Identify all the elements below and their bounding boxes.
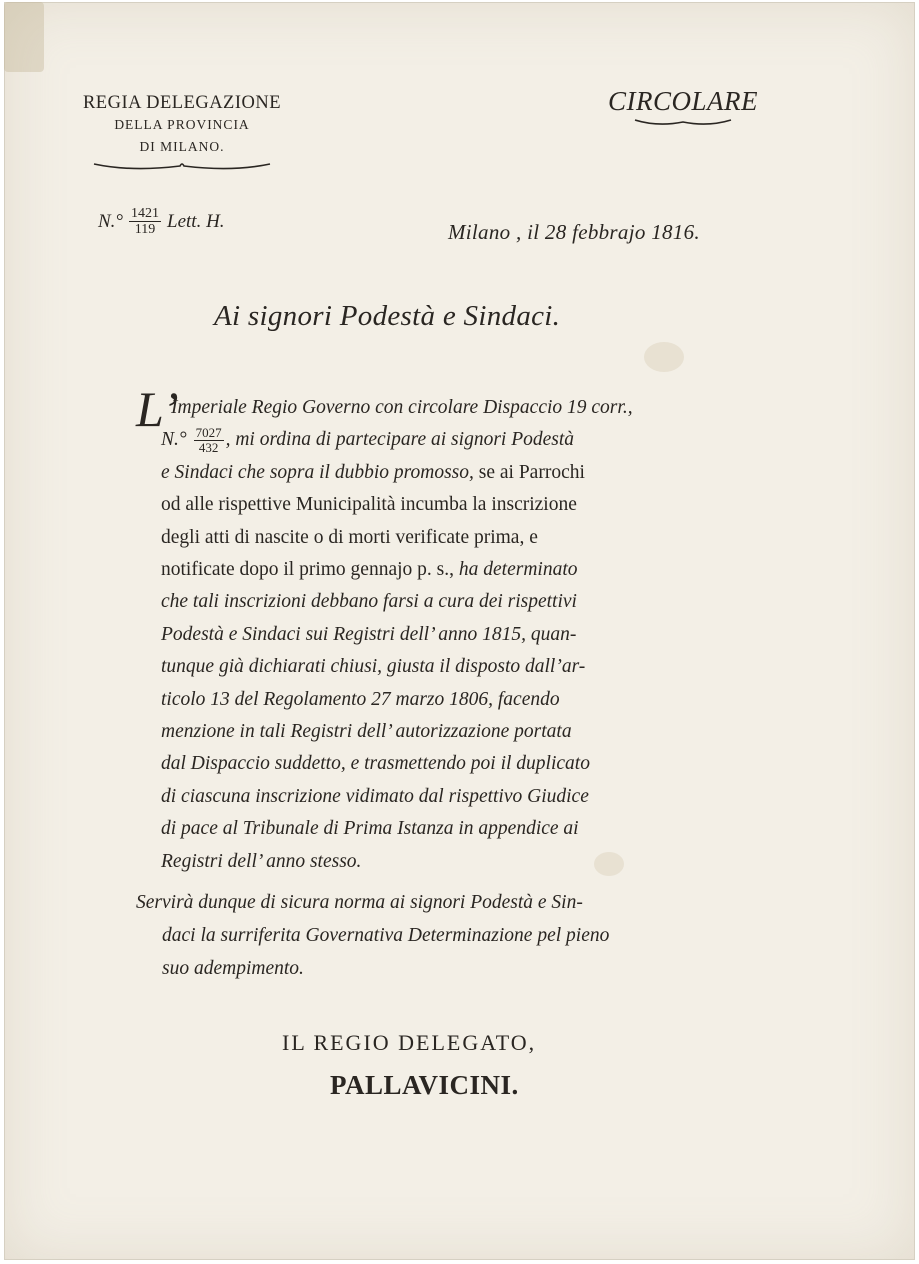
- body-line: di pace al Tribunale di Prima Istanza in appendice ai: [161, 818, 579, 840]
- office-line-1: REGIA DELEGAZIONE: [82, 93, 282, 113]
- body-line: od alle rispettive Municipalità incumba la inscrizione: [161, 494, 577, 516]
- flourish-ornament: [92, 160, 272, 172]
- issuing-office: [62, 92, 302, 172]
- body-line: N.° $\frac{7027}{432}$ , mi ordina di partecipare ai signori Podestà: [161, 425, 575, 456]
- salutation: Ai signori Podestà e Sindaci.: [214, 300, 561, 332]
- body-line: di ciascuna inscrizione vidimato dal rispettivo Giudice: [161, 785, 589, 807]
- dateline: Milano , il 28 febbrajo 1816.: [448, 220, 700, 244]
- body-line: degli atti di nascite o di morti verificate prima, e: [161, 526, 538, 548]
- signatory-name: PALLAVICINI.: [330, 1070, 519, 1100]
- closing-line: daci la surriferita Governativa Determinazione pel pieno: [162, 925, 610, 946]
- body-paragraph: [161, 392, 771, 878]
- paper-stain: [4, 2, 44, 72]
- protocol-number: [98, 206, 225, 237]
- paper-stain: [644, 342, 684, 372]
- closing-line: suo adempimento.: [162, 958, 304, 979]
- drop-cap: L’: [136, 381, 179, 437]
- body-line: Imperiale Regio Governo con circolare Dispaccio 19 corr.,: [171, 397, 633, 418]
- signatory-title: IL REGIO DELEGATO,: [282, 1030, 537, 1055]
- flourish-ornament: [633, 117, 733, 129]
- body-line: Podestà e Sindaci sui Registri dell’ anno 1815, quan-: [161, 623, 577, 645]
- circolare-label: CIRCOLARE: [608, 86, 758, 116]
- office-line-3: DI MILANO.: [139, 139, 225, 154]
- body-line: notificate dopo il primo gennajo p. s., ha determinato: [161, 559, 578, 581]
- body-line: dal Dispaccio suddetto, e trasmettendo poi il duplicato: [161, 753, 590, 775]
- office-line-2: DELLA PROVINCIA: [114, 117, 250, 132]
- body-line: tunque già dichiarati chiusi, giusta il disposto dall’ar-: [161, 656, 586, 678]
- closing-paragraph: [136, 886, 772, 985]
- protocol-denominator: 119: [134, 222, 156, 237]
- body-line: Registri dell’ anno stesso.: [161, 850, 362, 872]
- dispatch-fraction: $\frac{7027}{432}$: [195, 425, 222, 456]
- body-line: menzione in tali Registri dell’ autorizzazione portata: [161, 721, 572, 743]
- body-line: che tali inscrizioni debbano farsi a cura dei rispettivi: [161, 591, 577, 613]
- protocol-fraction: [129, 206, 161, 237]
- document-type: [588, 86, 778, 129]
- protocol-prefix: N.°: [98, 210, 124, 232]
- protocol-numerator: 1421: [131, 206, 160, 221]
- body-line: ticolo 13 del Regolamento 27 marzo 1806, facendo: [161, 688, 560, 710]
- closing-line: Servirà dunque di sicura norma ai signori Podestà e Sin-: [136, 892, 583, 913]
- protocol-suffix: Lett. H.: [167, 210, 225, 232]
- body-line: e Sindaci che sopra il dubbio promosso, se ai Parrochi: [161, 461, 585, 483]
